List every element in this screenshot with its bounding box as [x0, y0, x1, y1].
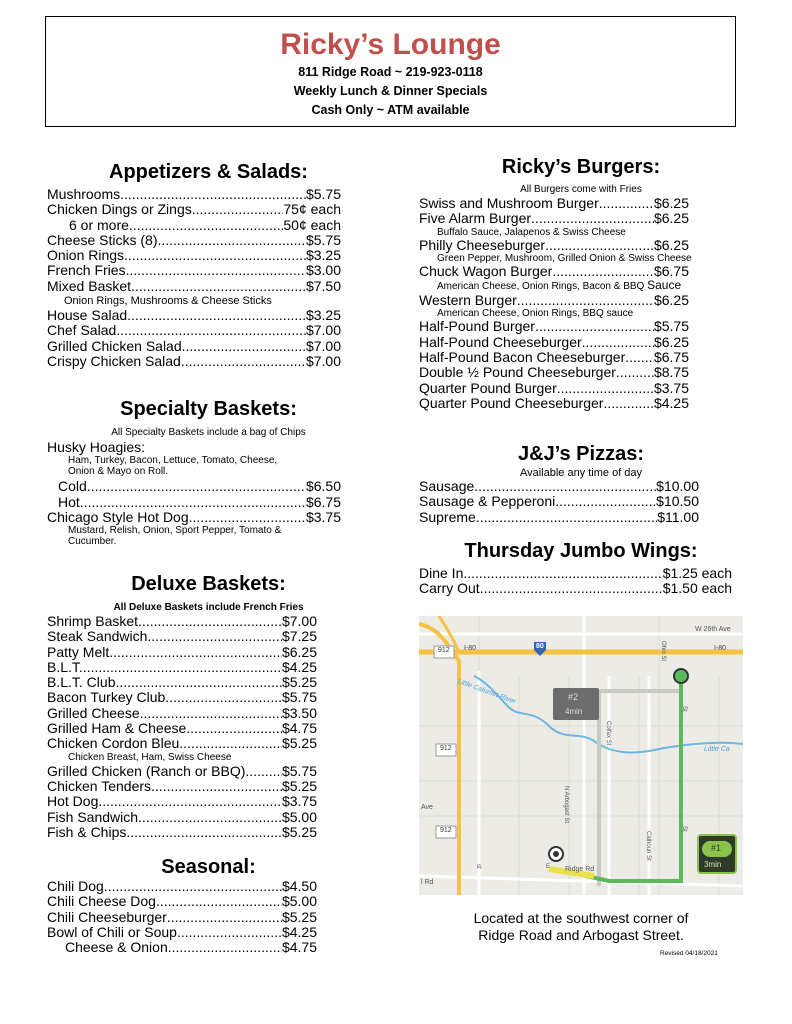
menu-item: Chuck Wagon Burger ..... $6.75 [419, 264, 689, 279]
item-description: Onion & Mayo on Roll. [68, 466, 169, 478]
specialty-title: Specialty Baskets: [120, 398, 297, 420]
item-description: Cucumber. [68, 536, 117, 548]
menu-item: Grilled Chicken Salad ..... $7.00 [47, 339, 341, 354]
menu-item: Grilled Cheese ..... $3.50 [47, 706, 317, 721]
location-map[interactable] [419, 616, 743, 895]
street-label: Colfax St [605, 721, 611, 746]
menu-item: Crispy Chicken Salad ..... $7.00 [47, 354, 341, 369]
route-1-time: 3min [704, 860, 722, 869]
menu-item: Quarter Pound Burger ..... $3.75 [419, 381, 689, 396]
item-description: Green Pepper, Mushroom, Grilled Onion & Swiss Cheese [437, 252, 692, 264]
deluxe-list [47, 614, 317, 840]
menu-item: Mushrooms ..... $5.75 [47, 187, 341, 202]
payment-line: Cash Only ~ ATM available [311, 103, 470, 117]
menu-item: Shrimp Basket ..... $7.00 [47, 614, 317, 629]
road-shield-label: 912 [438, 647, 450, 654]
street-label: W 26th Ave [695, 626, 731, 633]
street-label: St [681, 826, 687, 832]
menu-item: Quarter Pound Cheeseburger ..... $4.25 [419, 396, 689, 411]
burgers-title: Ricky’s Burgers: [501, 156, 661, 178]
river-label: Little Ca [704, 746, 730, 753]
menu-item: Cheese Sticks (8) ..... $5.75 [47, 233, 341, 248]
menu-item: Cold ..... $6.50 [47, 479, 341, 494]
menu-item: Western Burger ..... $6.25 [419, 293, 689, 308]
burgers-note: All Burgers come with Fries [520, 184, 642, 195]
menu-item: Half-Pound Burger ..... $5.75 [419, 319, 689, 334]
menu-item: Mixed Basket ..... $7.50 [47, 279, 341, 294]
menu-item: Chicken Dings or Zings ..... 75¢ each [47, 202, 341, 217]
menu-item: Chili Cheese Dog ..... $5.00 [47, 894, 317, 909]
seasonal-title: Seasonal: [161, 856, 256, 878]
menu-item: Onion Rings ..... $3.25 [47, 248, 341, 263]
appetizers-title: Appetizers & Salads: [109, 161, 308, 183]
item-description: Mustard, Relish, Onion, Sport Pepper, Tomato & [68, 525, 282, 537]
deluxe-note: All Deluxe Baskets include French Fries [113, 602, 304, 613]
deluxe-title: Deluxe Baskets: [131, 573, 286, 595]
specialty-list [47, 440, 341, 547]
menu-item: Supreme ..... $11.00 [419, 510, 699, 525]
menu-item: Hot ..... $6.75 [47, 495, 341, 510]
pizzas-title: J&J’s Pizzas: [518, 443, 644, 465]
road-shield-label: 912 [440, 745, 452, 752]
menu-item: Steak Sandwich ..... $7.25 [47, 629, 317, 644]
location-line-2: Ridge Road and Arbogast Street. [478, 927, 684, 943]
street-label: st [475, 864, 481, 869]
menu-item: Chef Salad ..... $7.00 [47, 323, 341, 338]
highway-label: I-80 [714, 645, 727, 652]
street-label: E [546, 864, 551, 870]
route-1-number: #1 [711, 843, 722, 853]
item-description: Chicken Breast, Ham, Swiss Cheese [68, 751, 232, 763]
menu-item: Fish & Chips ..... $5.25 [47, 825, 317, 840]
specials-line: Weekly Lunch & Dinner Specials [293, 84, 488, 98]
street-label: l Rd [421, 879, 434, 886]
street-label: Calhoun St [645, 831, 651, 861]
menu-item: Bowl of Chili or Soup ..... $4.25 [47, 925, 317, 940]
street-label: Ohio St [660, 641, 666, 662]
menu-item: B.L.T. ..... $4.25 [47, 660, 317, 675]
wings-list [419, 566, 732, 597]
menu-item: Fish Sandwich ..... $5.00 [47, 810, 317, 825]
river-label: Little Calumet River [456, 678, 517, 706]
location-line-1: Located at the southwest corner of [473, 910, 689, 926]
menu-item: Philly Cheeseburger ..... $6.25 [419, 238, 689, 253]
menu-item: Bacon Turkey Club ..... $5.75 [47, 690, 317, 705]
wings-title: Thursday Jumbo Wings: [464, 540, 698, 562]
menu-item: Cheese & Onion ..... $4.75 [47, 940, 317, 955]
highway-label: I-80 [464, 645, 477, 652]
header-box [45, 16, 736, 127]
menu-item: Chili Cheeseburger ..... $5.25 [47, 910, 317, 925]
road-shield-label: 912 [440, 827, 452, 834]
seasonal-list [47, 879, 317, 955]
menu-item: 6 or more ..... 50¢ each [47, 218, 341, 233]
menu-item: French Fries ..... $3.00 [47, 263, 341, 278]
street-label: St [681, 706, 687, 712]
menu-item: Sausage & Pepperoni ..... $10.50 [419, 494, 699, 509]
hoagies-label: Husky Hoagies: [47, 439, 146, 455]
route-2-time: 4min [565, 707, 583, 716]
appetizers-list [47, 187, 341, 369]
menu-item: Grilled Chicken (Ranch or BBQ) ..... $5.75 [47, 764, 317, 779]
menu-item: Carry Out ..... $1.50 each [419, 581, 732, 596]
menu-item: Hot Dog ..... $3.75 [47, 794, 317, 809]
map-graphic [419, 616, 743, 895]
pizzas-note: Available any time of day [519, 467, 643, 479]
route-2-number: #2 [568, 692, 579, 702]
burgers-list [419, 196, 692, 411]
menu-item: Half-Pound Bacon Cheeseburger ..... $6.75 [419, 350, 689, 365]
menu-item: Sausage ..... $10.00 [419, 479, 699, 494]
address-line: 811 Ridge Road ~ 219-923-0118 [298, 65, 483, 79]
menu-item: Double ½ Pound Cheeseburger ..... $8.75 [419, 365, 689, 380]
street-label: Ave [421, 804, 433, 811]
menu-item: Chicken Tenders ..... $5.25 [47, 779, 317, 794]
pizzas-list [419, 479, 699, 525]
menu-item: B.L.T. Club ..... $5.25 [47, 675, 317, 690]
location-note [419, 910, 743, 944]
item-description: American Cheese, Onion Rings, BBQ sauce [437, 308, 634, 320]
interstate-shield-label: 80 [536, 643, 544, 650]
revised-date: Revised 04/18/2021 [660, 950, 718, 957]
menu-item: House Salad ..... $3.25 [47, 308, 341, 323]
menu-item: Five Alarm Burger ..... $6.25 [419, 211, 689, 226]
item-description: Buffalo Sauce, Jalapenos & Swiss Cheese [437, 226, 626, 238]
menu-item: Chicken Cordon Bleu ..... $5.25 [47, 736, 317, 751]
menu-item: Dine In ..... $1.25 each [419, 566, 732, 581]
item-description: American Cheese, Onion Rings, Bacon & BBQ Sauce [437, 278, 682, 293]
menu-item: Patty Melt ..... $6.25 [47, 645, 317, 660]
specialty-note: All Specialty Baskets include a bag of Chips [111, 427, 306, 438]
item-description: Onion Rings, Mushrooms & Cheese Sticks [64, 295, 272, 308]
street-label: Ridge Rd [565, 866, 595, 873]
menu-item: Chicago Style Hot Dog ..... $3.75 [47, 510, 341, 525]
menu-item: Grilled Ham & Cheese ..... $4.75 [47, 721, 317, 736]
item-description: Ham, Turkey, Bacon, Lettuce, Tomato, Cheese, [68, 455, 278, 467]
menu-item: Chili Dog ..... $4.50 [47, 879, 317, 894]
menu-item: Half-Pound Cheeseburger ..... $6.25 [419, 335, 689, 350]
street-label: N Arbogast St [563, 786, 569, 824]
restaurant-title: Ricky’s Lounge [280, 28, 501, 61]
menu-item: Swiss and Mushroom Burger ..... $6.25 [419, 196, 689, 211]
